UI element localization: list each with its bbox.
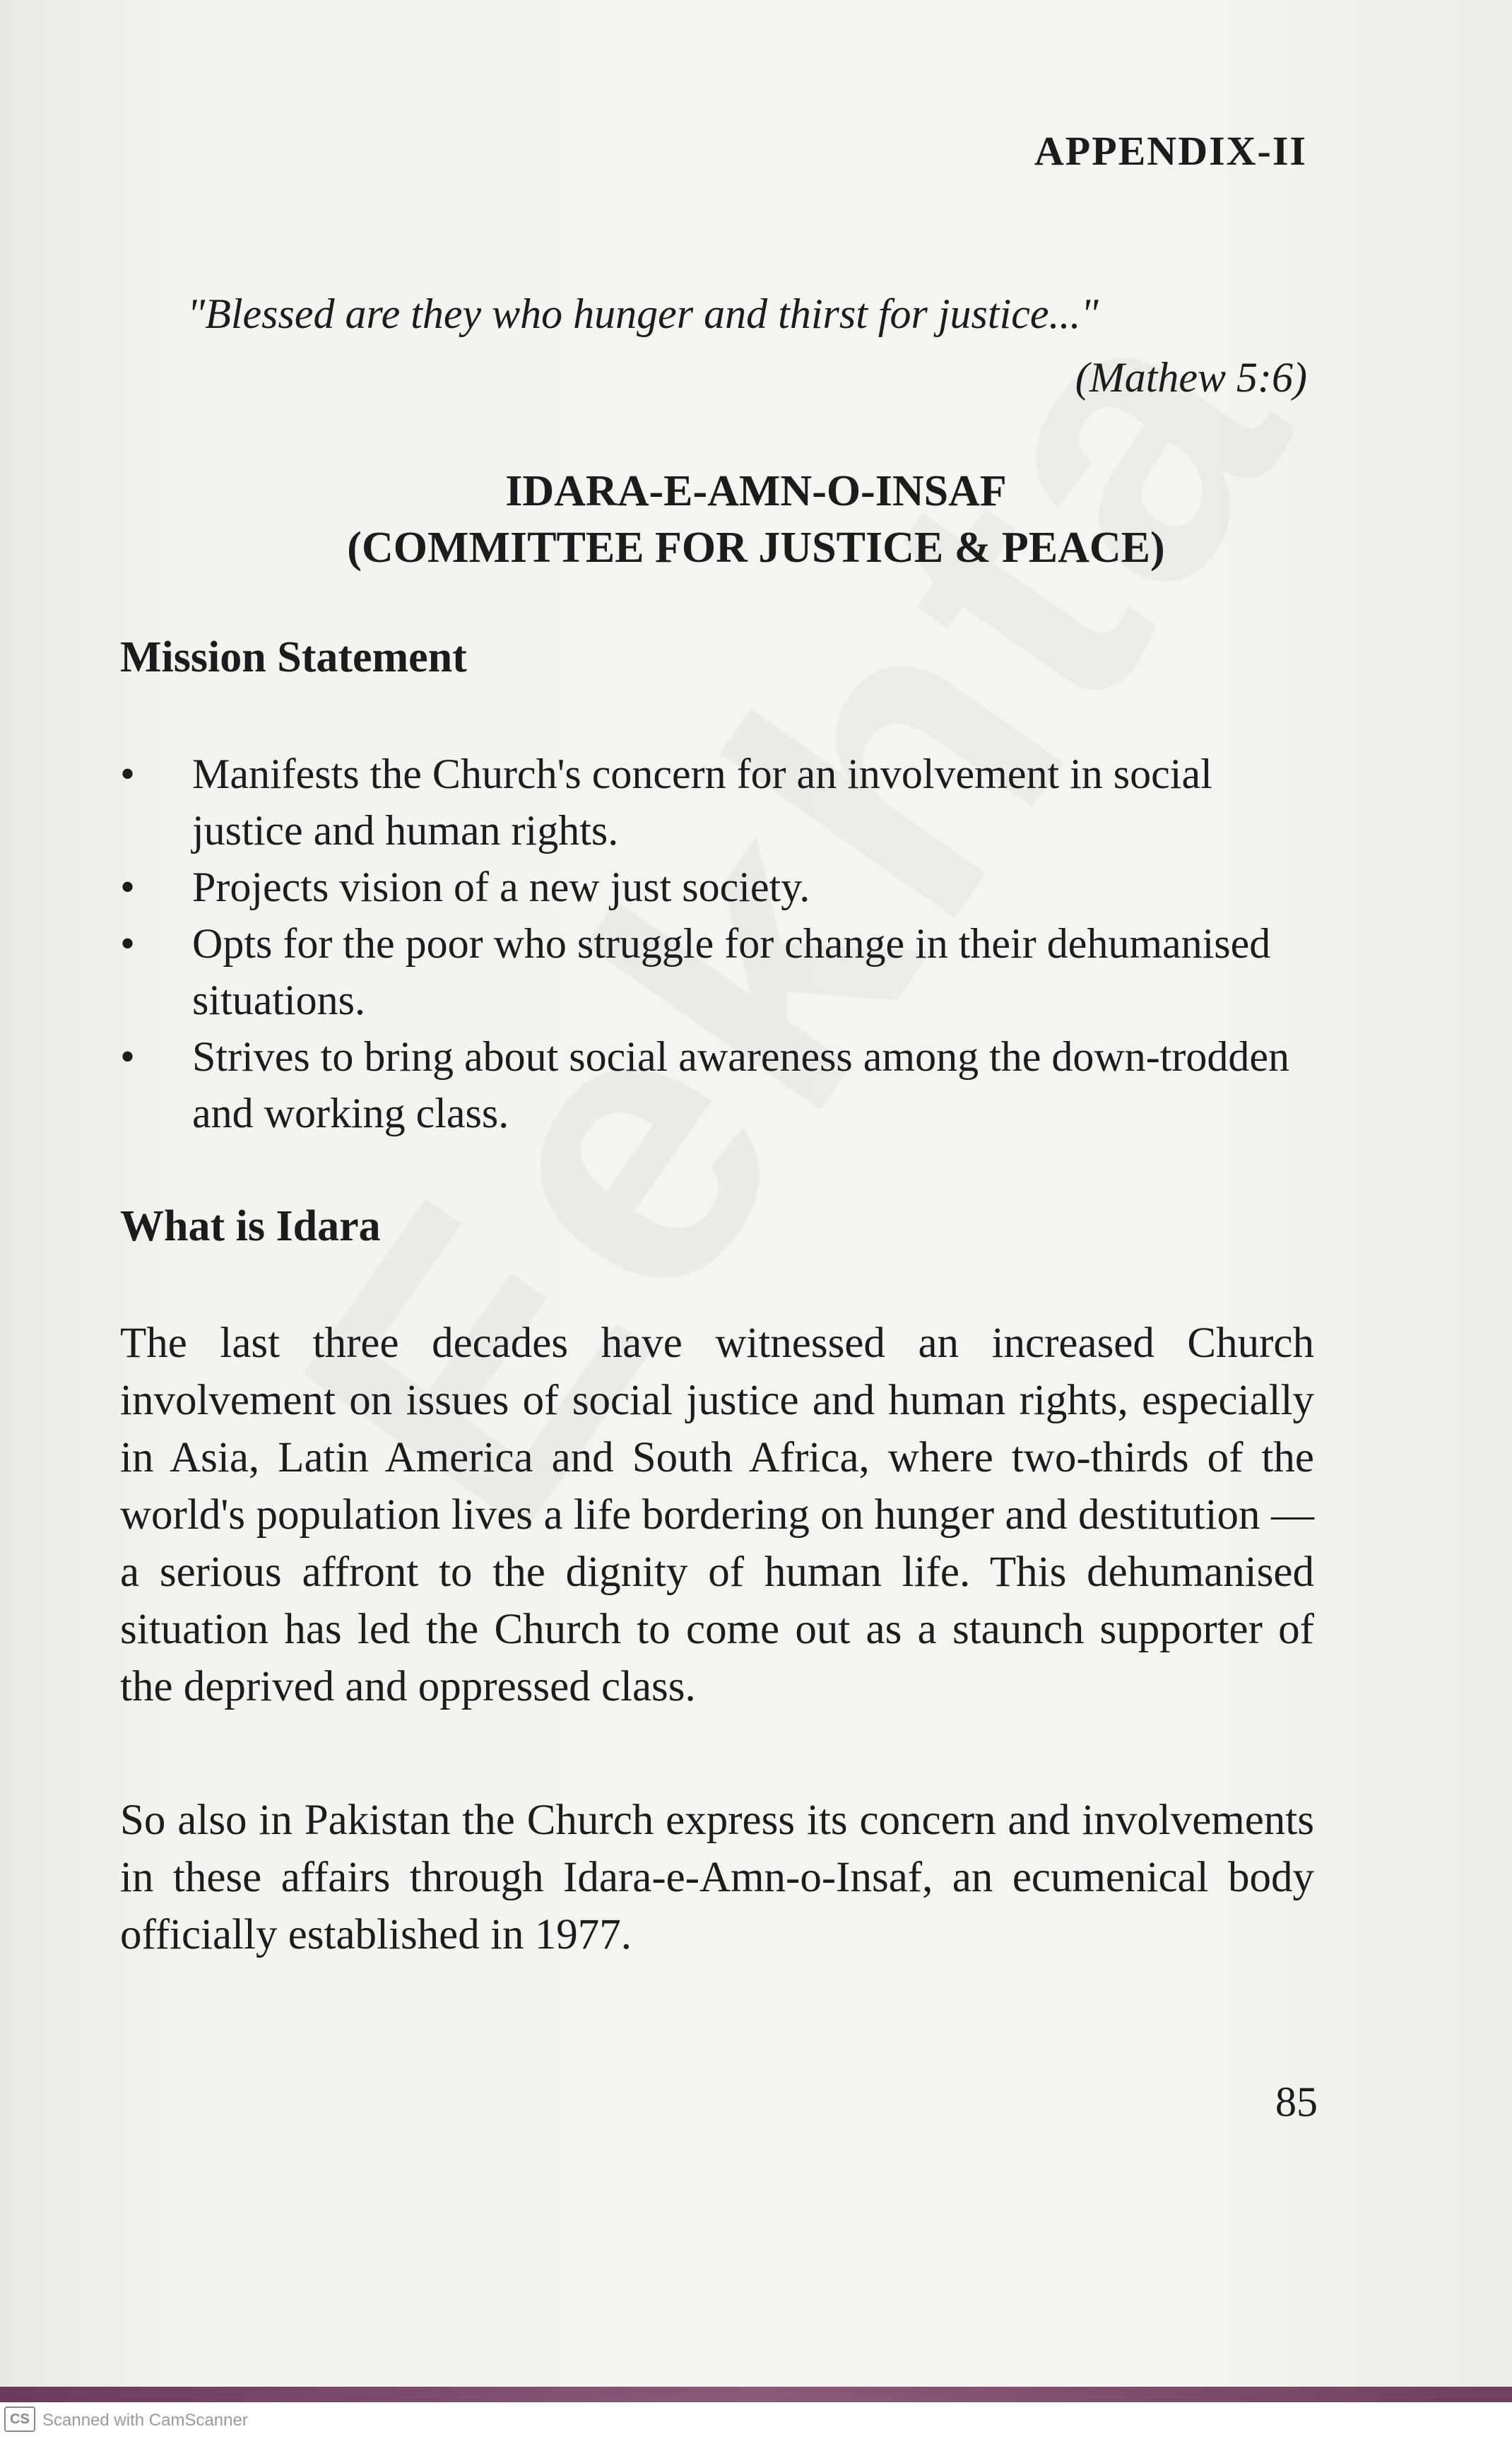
epigraph-reference: (Mathew 5:6) — [1075, 354, 1307, 401]
list-item — [120, 1028, 1321, 1141]
epigraph-quote: "Blessed are they who hunger and thirst for justice..." — [187, 290, 1099, 337]
what-is-idara-heading: What is Idara — [120, 1202, 381, 1250]
mission-list — [120, 746, 1321, 1141]
list-item-text: Strives to bring about social awareness among the down-trodden and working class. — [192, 1033, 1289, 1136]
page-edge — [0, 2387, 1512, 2402]
page-title: IDARA-E-AMN-O-INSAF — [505, 467, 1007, 515]
mission-heading: Mission Statement — [120, 633, 467, 681]
paragraph: So also in Pakistan the Church express its concern and involvements in these affairs through Idara-e-Amn-o-Insaf, an ecumenical body officially established in 1977. — [120, 1797, 1314, 1958]
list-item — [120, 746, 1321, 859]
appendix-label: APPENDIX-II — [1034, 128, 1307, 174]
scanner-footer — [0, 2402, 1512, 2439]
list-item — [120, 915, 1321, 1028]
bullet-icon: • — [120, 920, 136, 967]
list-item-text: Opts for the poor who struggle for change in their dehumanised situations. — [192, 920, 1271, 1023]
page-subtitle: (COMMITTEE FOR JUSTICE & PEACE) — [347, 524, 1165, 572]
paragraph: The last three decades have witnessed an increased Church involvement on issues of social justice and human rights, especially in Asia, Latin America and South Africa, where two-thirds of the world's population lives a life bordering on hunger and destitution — a serious affront to the dignity of human life. This dehumanised situation has led the Church to come out as a staunch supporter of the deprived and oppressed class. — [120, 1320, 1314, 1710]
list-item-text: Manifests the Church's concern for an involvement in social justice and human rights. — [192, 751, 1212, 854]
camscanner-logo-icon: CS — [4, 2406, 35, 2432]
bullet-icon: • — [120, 751, 136, 797]
page-number: 85 — [1275, 2079, 1318, 2125]
scanner-label: Scanned with CamScanner — [42, 2411, 248, 2430]
list-item — [120, 859, 1321, 915]
bullet-icon: • — [120, 864, 136, 910]
bullet-icon: • — [120, 1033, 136, 1080]
list-item-text: Projects vision of a new just society. — [192, 864, 810, 910]
